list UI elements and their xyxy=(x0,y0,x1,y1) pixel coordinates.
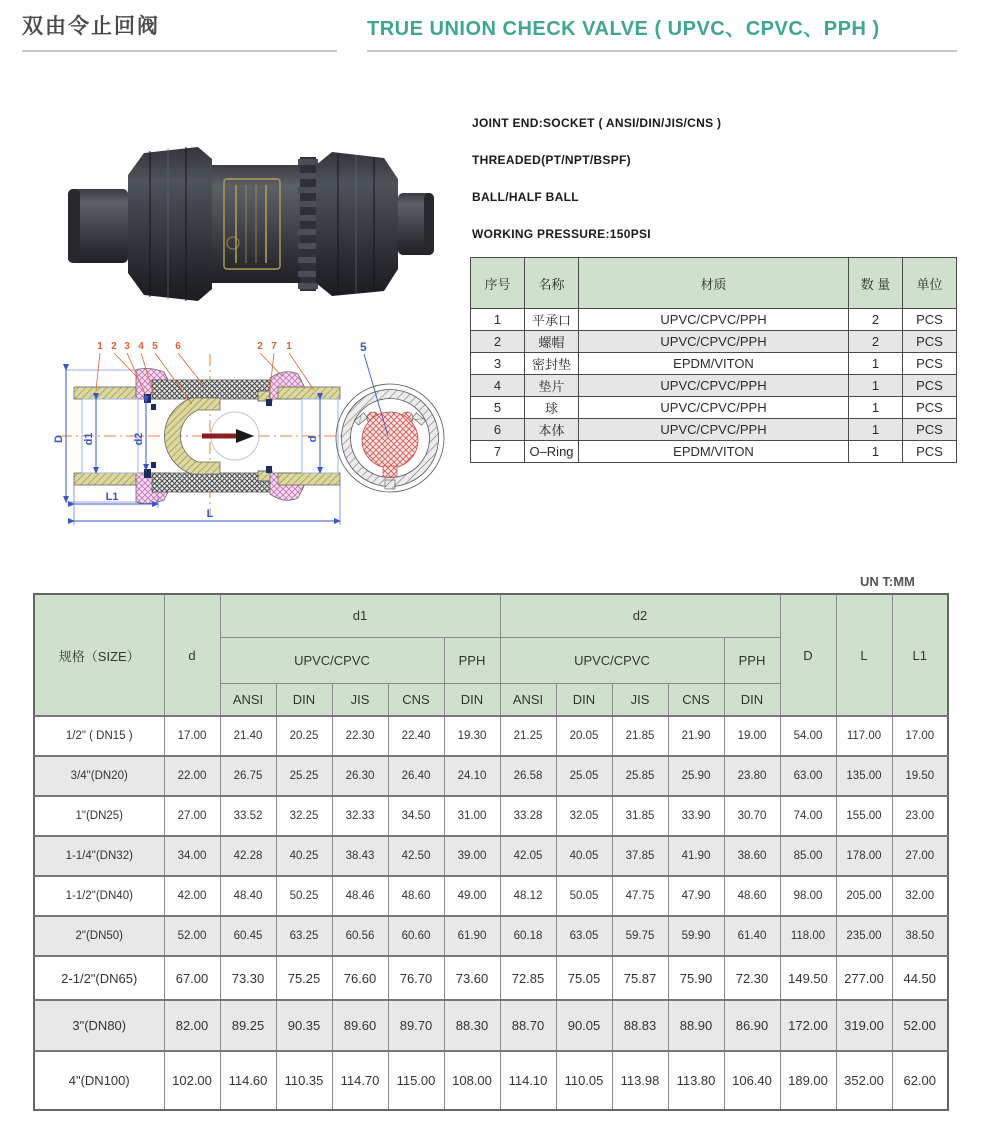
parts-cell: PCS xyxy=(903,353,957,375)
dim-size-cell: 1/2" ( DN15 ) xyxy=(34,716,164,756)
photo-left-union-nut xyxy=(128,147,212,301)
dim-value-cell: 41.90 xyxy=(668,836,724,876)
parts-cell: 1 xyxy=(849,375,903,397)
dim-value-cell: 25.05 xyxy=(556,756,612,796)
dim-value-cell: 17.00 xyxy=(164,716,220,756)
dim-value-cell: 49.00 xyxy=(444,876,500,916)
parts-cell: UPVC/CPVC/PPH xyxy=(579,331,849,353)
parts-header-cell: 单位 xyxy=(903,258,957,309)
dim-value-cell: 277.00 xyxy=(836,956,892,1000)
dim-value-cell: 20.05 xyxy=(556,716,612,756)
dim-value-cell: 118.00 xyxy=(780,916,836,956)
dim-header-standard: DIN xyxy=(276,683,332,716)
valve-product-photo xyxy=(52,95,447,343)
callout-6: 6 xyxy=(175,341,181,352)
dim-value-cell: 88.30 xyxy=(444,1000,500,1051)
page-title-english: TRUE UNION CHECK VALVE ( UPVC、CPVC、PPH ) xyxy=(367,12,957,52)
spec-line-joint-end: JOINT END:SOCKET ( ANSI/DIN/JIS/CNS ) xyxy=(472,116,722,130)
parts-header-cell: 名称 xyxy=(525,258,579,309)
dim-header-standard: CNS xyxy=(668,683,724,716)
parts-cell: 3 xyxy=(471,353,525,375)
dim-header-standard: DIN xyxy=(444,683,500,716)
dim-value-cell: 172.00 xyxy=(780,1000,836,1051)
dim-value-cell: 85.00 xyxy=(780,836,836,876)
dim-value-cell: 38.50 xyxy=(892,916,948,956)
parts-table-body xyxy=(471,309,957,463)
photo-right-socket xyxy=(398,193,434,255)
dim-value-cell: 90.35 xyxy=(276,1000,332,1051)
dim-value-cell: 67.00 xyxy=(164,956,220,1000)
parts-cell: 5 xyxy=(471,397,525,419)
dim-value-cell: 27.00 xyxy=(164,796,220,836)
dim-value-cell: 113.98 xyxy=(612,1051,668,1110)
parts-row xyxy=(471,309,957,331)
dim-value-cell: 38.43 xyxy=(332,836,388,876)
dim-value-cell: 23.00 xyxy=(892,796,948,836)
parts-cell: 1 xyxy=(849,397,903,419)
dim-header-L: L xyxy=(836,594,892,716)
dim-value-cell: 52.00 xyxy=(892,1000,948,1051)
dim-value-cell: 149.50 xyxy=(780,956,836,1000)
dim-header-L1: L1 xyxy=(892,594,948,716)
parts-header-cell: 数 量 xyxy=(849,258,903,309)
dim-value-cell: 114.70 xyxy=(332,1051,388,1110)
dim-label-d1: d1 xyxy=(83,432,95,446)
dim-value-cell: 54.00 xyxy=(780,716,836,756)
parts-cell: 密封垫 xyxy=(525,353,579,375)
dim-value-cell: 82.00 xyxy=(164,1000,220,1051)
dim-value-cell: 98.00 xyxy=(780,876,836,916)
dim-value-cell: 42.05 xyxy=(500,836,556,876)
parts-cell: 4 xyxy=(471,375,525,397)
dim-value-cell: 114.10 xyxy=(500,1051,556,1110)
dim-value-cell: 75.90 xyxy=(668,956,724,1000)
dim-value-cell: 63.00 xyxy=(780,756,836,796)
dim-header-D: D xyxy=(780,594,836,716)
callout-5: 5 xyxy=(152,341,158,352)
parts-cell: UPVC/CPVC/PPH xyxy=(579,397,849,419)
spec-list xyxy=(472,116,972,264)
dim-value-cell: 88.90 xyxy=(668,1000,724,1051)
dim-row xyxy=(34,836,948,876)
spec-line-threaded: THREADED(PT/NPT/BSPF) xyxy=(472,153,631,167)
dim-value-cell: 48.40 xyxy=(220,876,276,916)
parts-table-header xyxy=(471,258,957,309)
parts-row xyxy=(471,397,957,419)
dim-size-cell: 1-1/2"(DN40) xyxy=(34,876,164,916)
parts-cell: 螺帽 xyxy=(525,331,579,353)
dim-row xyxy=(34,756,948,796)
parts-cell: PCS xyxy=(903,419,957,441)
parts-cell: 1 xyxy=(849,441,903,463)
dim-value-cell: 115.00 xyxy=(388,1051,444,1110)
dim-row xyxy=(34,716,948,756)
dim-value-cell: 44.50 xyxy=(892,956,948,1000)
dim-value-cell: 205.00 xyxy=(836,876,892,916)
dim-value-cell: 37.85 xyxy=(612,836,668,876)
dim-value-cell: 32.05 xyxy=(556,796,612,836)
dim-header-standard: ANSI xyxy=(220,683,276,716)
dim-value-cell: 50.25 xyxy=(276,876,332,916)
dim-value-cell: 108.00 xyxy=(444,1051,500,1110)
dim-value-cell: 73.60 xyxy=(444,956,500,1000)
dim-value-cell: 21.25 xyxy=(500,716,556,756)
technical-drawing xyxy=(52,336,462,536)
dim-value-cell: 32.00 xyxy=(892,876,948,916)
parts-cell: PCS xyxy=(903,397,957,419)
dim-value-cell: 76.60 xyxy=(332,956,388,1000)
dim-value-cell: 59.90 xyxy=(668,916,724,956)
dim-header-size: 规格（SIZE） xyxy=(34,594,164,716)
parts-cell: PCS xyxy=(903,331,957,353)
dim-value-cell: 21.85 xyxy=(612,716,668,756)
dim-value-cell: 72.30 xyxy=(724,956,780,1000)
dim-header-d1-group: d1 xyxy=(220,594,500,637)
dim-size-cell: 1-1/4"(DN32) xyxy=(34,836,164,876)
dim-value-cell: 60.45 xyxy=(220,916,276,956)
dim-value-cell: 21.40 xyxy=(220,716,276,756)
dim-value-cell: 59.75 xyxy=(612,916,668,956)
dim-value-cell: 19.30 xyxy=(444,716,500,756)
dim-value-cell: 42.50 xyxy=(388,836,444,876)
dim-row xyxy=(34,1051,948,1110)
dim-value-cell: 117.00 xyxy=(836,716,892,756)
dim-header-pph: PPH xyxy=(444,637,500,683)
page-title-chinese: 双由令止回阀 xyxy=(22,10,337,52)
dim-value-cell: 40.25 xyxy=(276,836,332,876)
dim-value-cell: 72.85 xyxy=(500,956,556,1000)
dim-value-cell: 42.00 xyxy=(164,876,220,916)
dim-value-cell: 20.25 xyxy=(276,716,332,756)
dim-value-cell: 60.56 xyxy=(332,916,388,956)
dim-value-cell: 26.75 xyxy=(220,756,276,796)
parts-cell: 2 xyxy=(849,331,903,353)
photo-serrated-ring xyxy=(298,157,318,291)
dim-value-cell: 31.85 xyxy=(612,796,668,836)
detail-callout-5: 5 xyxy=(360,340,367,354)
photo-left-socket xyxy=(68,189,128,263)
dim-size-cell: 1"(DN25) xyxy=(34,796,164,836)
parts-cell: 1 xyxy=(849,419,903,441)
photo-body xyxy=(212,165,300,283)
dim-header-standard: DIN xyxy=(556,683,612,716)
callout-3: 3 xyxy=(124,341,130,352)
dim-value-cell: 75.05 xyxy=(556,956,612,1000)
dim-value-cell: 60.60 xyxy=(388,916,444,956)
dim-value-cell: 102.00 xyxy=(164,1051,220,1110)
dim-value-cell: 89.70 xyxy=(388,1000,444,1051)
parts-cell: 1 xyxy=(471,309,525,331)
dim-value-cell: 89.60 xyxy=(332,1000,388,1051)
parts-table xyxy=(470,257,957,463)
dim-table-header xyxy=(34,594,948,716)
dim-value-cell: 26.30 xyxy=(332,756,388,796)
dim-header-standard: ANSI xyxy=(500,683,556,716)
parts-cell: 球 xyxy=(525,397,579,419)
dim-size-cell: 4"(DN100) xyxy=(34,1051,164,1110)
dim-row xyxy=(34,956,948,1000)
dim-value-cell: 48.12 xyxy=(500,876,556,916)
dim-value-cell: 23.80 xyxy=(724,756,780,796)
dim-value-cell: 26.40 xyxy=(388,756,444,796)
dim-header-d: d xyxy=(164,594,220,716)
dim-size-cell: 3/4"(DN20) xyxy=(34,756,164,796)
dim-row xyxy=(34,916,948,956)
parts-row xyxy=(471,353,957,375)
parts-cell: PCS xyxy=(903,309,957,331)
parts-cell: 垫片 xyxy=(525,375,579,397)
dim-table xyxy=(33,593,949,1111)
dim-value-cell: 114.60 xyxy=(220,1051,276,1110)
parts-cell: 2 xyxy=(849,309,903,331)
dim-value-cell: 135.00 xyxy=(836,756,892,796)
dim-header-standard: JIS xyxy=(612,683,668,716)
parts-cell: O–Ring xyxy=(525,441,579,463)
dim-value-cell: 178.00 xyxy=(836,836,892,876)
parts-cell: 6 xyxy=(471,419,525,441)
photo-right-union-nut xyxy=(316,152,398,296)
dim-value-cell: 39.00 xyxy=(444,836,500,876)
dim-label-L1: L1 xyxy=(105,491,119,503)
dim-size-cell: 2-1/2"(DN65) xyxy=(34,956,164,1000)
dim-value-cell: 32.33 xyxy=(332,796,388,836)
dim-value-cell: 24.10 xyxy=(444,756,500,796)
spec-line-pressure: WORKING PRESSURE:150PSI xyxy=(472,227,651,241)
callout-1-right: 1 xyxy=(286,341,292,352)
dim-value-cell: 75.87 xyxy=(612,956,668,1000)
dim-value-cell: 86.90 xyxy=(724,1000,780,1051)
dim-row xyxy=(34,876,948,916)
dim-value-cell: 38.60 xyxy=(724,836,780,876)
dim-value-cell: 75.25 xyxy=(276,956,332,1000)
dim-value-cell: 25.25 xyxy=(276,756,332,796)
dim-value-cell: 48.60 xyxy=(724,876,780,916)
callout-1-left: 1 xyxy=(97,341,103,352)
dim-row xyxy=(34,1000,948,1051)
dim-value-cell: 32.25 xyxy=(276,796,332,836)
dim-value-cell: 106.40 xyxy=(724,1051,780,1110)
dim-value-cell: 352.00 xyxy=(836,1051,892,1110)
parts-header-cell: 材质 xyxy=(579,258,849,309)
parts-cell: 2 xyxy=(471,331,525,353)
dim-value-cell: 21.90 xyxy=(668,716,724,756)
dim-header-standard: DIN xyxy=(724,683,780,716)
dim-value-cell: 90.05 xyxy=(556,1000,612,1051)
dim-header-standard: JIS xyxy=(332,683,388,716)
dim-value-cell: 26.58 xyxy=(500,756,556,796)
dim-header-pph: PPH xyxy=(724,637,780,683)
diagram-detail-view xyxy=(336,340,444,492)
dim-value-cell: 47.90 xyxy=(668,876,724,916)
callout-4: 4 xyxy=(138,341,144,352)
unit-note: UN T:MM xyxy=(860,574,915,589)
parts-cell: UPVC/CPVC/PPH xyxy=(579,375,849,397)
dim-table-body xyxy=(34,716,948,1110)
dim-value-cell: 33.52 xyxy=(220,796,276,836)
dim-value-cell: 74.00 xyxy=(780,796,836,836)
dim-value-cell: 62.00 xyxy=(892,1051,948,1110)
dim-header-d2-group: d2 xyxy=(500,594,780,637)
parts-cell: PCS xyxy=(903,375,957,397)
dim-value-cell: 22.00 xyxy=(164,756,220,796)
dim-value-cell: 19.00 xyxy=(724,716,780,756)
dim-value-cell: 33.28 xyxy=(500,796,556,836)
dim-value-cell: 61.90 xyxy=(444,916,500,956)
dim-label-D: D xyxy=(53,435,65,443)
parts-header-cell: 序号 xyxy=(471,258,525,309)
dim-value-cell: 63.05 xyxy=(556,916,612,956)
dim-value-cell: 22.40 xyxy=(388,716,444,756)
parts-row xyxy=(471,441,957,463)
dim-value-cell: 60.18 xyxy=(500,916,556,956)
parts-row xyxy=(471,375,957,397)
dim-value-cell: 17.00 xyxy=(892,716,948,756)
dim-value-cell: 189.00 xyxy=(780,1051,836,1110)
dim-value-cell: 61.40 xyxy=(724,916,780,956)
spec-line-ball: BALL/HALF BALL xyxy=(472,190,579,204)
parts-row xyxy=(471,331,957,353)
dim-header-upvc-cpvc: UPVC/CPVC xyxy=(500,637,724,683)
callout-2-right: 2 xyxy=(257,341,263,352)
dim-value-cell: 22.30 xyxy=(332,716,388,756)
dim-value-cell: 89.25 xyxy=(220,1000,276,1051)
parts-cell: 平承口 xyxy=(525,309,579,331)
dim-value-cell: 25.90 xyxy=(668,756,724,796)
dim-value-cell: 42.28 xyxy=(220,836,276,876)
dim-row xyxy=(34,796,948,836)
dim-header-standard: CNS xyxy=(388,683,444,716)
dim-value-cell: 34.00 xyxy=(164,836,220,876)
parts-cell: UPVC/CPVC/PPH xyxy=(579,419,849,441)
parts-cell: 1 xyxy=(849,353,903,375)
dim-value-cell: 48.60 xyxy=(388,876,444,916)
dim-value-cell: 48.46 xyxy=(332,876,388,916)
dim-value-cell: 31.00 xyxy=(444,796,500,836)
dim-value-cell: 19.50 xyxy=(892,756,948,796)
dim-value-cell: 110.35 xyxy=(276,1051,332,1110)
dim-value-cell: 27.00 xyxy=(892,836,948,876)
dim-value-cell: 110.05 xyxy=(556,1051,612,1110)
dim-value-cell: 30.70 xyxy=(724,796,780,836)
dim-value-cell: 47.75 xyxy=(612,876,668,916)
dim-header-upvc-cpvc: UPVC/CPVC xyxy=(220,637,444,683)
dim-value-cell: 319.00 xyxy=(836,1000,892,1051)
dim-value-cell: 50.05 xyxy=(556,876,612,916)
dim-value-cell: 40.05 xyxy=(556,836,612,876)
dim-value-cell: 113.80 xyxy=(668,1051,724,1110)
dim-value-cell: 73.30 xyxy=(220,956,276,1000)
dim-value-cell: 33.90 xyxy=(668,796,724,836)
dim-label-L: L xyxy=(206,508,214,520)
dim-value-cell: 63.25 xyxy=(276,916,332,956)
parts-cell: UPVC/CPVC/PPH xyxy=(579,309,849,331)
dim-value-cell: 235.00 xyxy=(836,916,892,956)
parts-row xyxy=(471,419,957,441)
dim-value-cell: 25.85 xyxy=(612,756,668,796)
dim-value-cell: 52.00 xyxy=(164,916,220,956)
parts-cell: PCS xyxy=(903,441,957,463)
dim-size-cell: 2"(DN50) xyxy=(34,916,164,956)
dim-value-cell: 155.00 xyxy=(836,796,892,836)
callout-7: 7 xyxy=(271,341,277,352)
dim-value-cell: 88.70 xyxy=(500,1000,556,1051)
callout-2-left: 2 xyxy=(111,341,117,352)
parts-cell: 本体 xyxy=(525,419,579,441)
parts-cell: 7 xyxy=(471,441,525,463)
dim-value-cell: 34.50 xyxy=(388,796,444,836)
dim-label-d2: d2 xyxy=(133,432,145,446)
dim-label-d: d xyxy=(307,435,319,443)
parts-cell: EPDM/VITON xyxy=(579,353,849,375)
dim-value-cell: 88.83 xyxy=(612,1000,668,1051)
dim-size-cell: 3"(DN80) xyxy=(34,1000,164,1051)
parts-cell: EPDM/VITON xyxy=(579,441,849,463)
dim-value-cell: 76.70 xyxy=(388,956,444,1000)
